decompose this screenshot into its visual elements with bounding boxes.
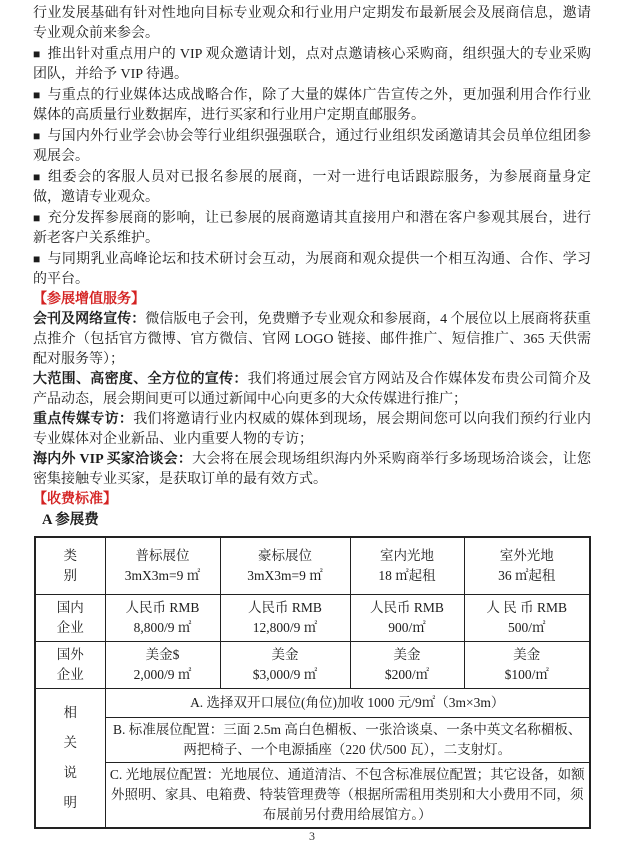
intro-paragraph [33,167,591,208]
header-cell-standard-booth: 普标展位 3mX3m=9 ㎡ [105,537,220,595]
service-lead: 海内外 VIP 买家洽谈会： [33,452,193,467]
service-paragraph [33,410,591,450]
price-cell: 美金$ 2,000/9 ㎡ [105,642,220,689]
fee-table-note-row [35,718,590,763]
fee-table-row-foreign [35,642,590,689]
service-lead: 会刊及网络宣传： [33,312,146,327]
row-label-remarks: 相关说明 [35,689,105,829]
paragraph-text: 组委会的客服人员对已报名参展的展商，一对一进行电话跟踪服务，为参展商量身定做，邀请专业观众。 [33,170,592,205]
paragraph-text: 充分发挥参展商的影响，让已参展的展商邀请其直接用户和潜在客户参观其展台，进行新老客户关系维护。 [33,211,592,246]
bullet-square-icon: ■ [33,170,41,184]
paragraph-text: 行业发展基础有针对性地向目标专业观众和行业用户定期发布最新展会及展商信息，邀请专业观众前来参会。 [33,6,591,41]
bullet-square-icon: ■ [33,88,41,102]
paragraph-text: 与同期乳业高峰论坛和技术研讨会互动，为展商和观众提供一个相互沟通、合作、学习的平台。 [33,252,592,287]
note-raw-space-config: C. 光地展位配置：光地展位、通道清洁、不包含标准展位配置；其它设备，如额外照明、家具、电箱费、特装管理费等（根据所需租用类别和大小费用不同，须布展前另付费用给展馆方。） [105,763,590,829]
fee-subheading: A 参展费 [42,512,99,528]
intro-paragraph [33,44,591,85]
paragraph-text: 我们将通过展会官方网站及合作媒体发布贵公司简介及产品动态，展会期间更可以通过新闻中心向更多的大众传媒进行推广； [33,372,592,407]
header-cell-deluxe-booth: 豪标展位 3mX3m=9 ㎡ [220,537,350,595]
paragraph-text: 推出针对重点用户的 VIP 观众邀请计划，点对点邀请核心采购商，组织强大的专业采购团队，并给予 VIP 待遇。 [33,47,591,82]
intro-paragraph [33,85,591,126]
bullet-square-icon: ■ [33,252,41,266]
fee-table [34,536,591,829]
paragraph-text: 大会将在展会现场组织海内外采购商举行多场现场洽谈会，让您密集接触专业买家，是获取订单的最有效方式。 [33,452,591,487]
bullet-square-icon: ■ [33,47,41,61]
paragraph-text: 微信版电子会刊，免费赠予专业观众和参展商，4 个展位以上展商将获重点推介（包括官方微博、官方微信、官网 LOGO 链接、邮件推广、短信推广、365 天供需配对服务等）； [33,312,592,367]
fee-table-note-row [35,763,590,829]
service-lead: 重点传媒专访： [33,412,134,427]
price-cell: 美金 $200/㎡ [350,642,464,689]
note-corner-booth: A. 选择双开口展位(角位)加收 1000 元/9㎡（3m×3m） [105,689,590,718]
fee-table-note-row [35,689,590,718]
paragraph-text: 我们将邀请行业内权威的媒体到现场，展会期间您可以向我们预约行业内专业媒体对企业新品、业内重要人物的专访； [33,412,592,447]
intro-paragraph [33,249,591,290]
price-cell: 人民币 RMB 12,800/9 ㎡ [220,595,350,642]
note-standard-booth-config: B. 标准展位配置：三面 2.5m 高白色楣板、一张洽谈桌、一条中英文名称楣板、两把椅子、一个电源插座（220 伏/500 瓦），二支射灯。 [105,718,590,763]
row-label-foreign: 国外企业 [35,642,105,689]
intro-paragraph [33,208,591,249]
price-cell: 人民币 RMB 900/㎡ [350,595,464,642]
paragraph-text: 与国内外行业学会\协会等行业组织强强联合，通过行业组织发函邀请其会员单位组团参观展会。 [33,129,591,164]
price-cell: 美金 $100/㎡ [464,642,590,689]
header-cell-indoor-space: 室内光地 18 ㎡起租 [350,537,464,595]
fee-table-header-row [35,537,590,595]
service-paragraph [33,370,591,410]
price-cell: 人 民 币 RMB 500/㎡ [464,595,590,642]
header-cell-category: 类别 [35,537,105,595]
intro-paragraph [33,4,591,44]
page-number: 3 [309,829,315,843]
fee-table-row-domestic [35,595,590,642]
header-cell-outdoor-space: 室外光地 36 ㎡起租 [464,537,590,595]
intro-paragraph [33,126,591,167]
section-heading-value-added-services: 【参展增值服务】 [33,292,145,307]
service-paragraph [33,310,591,370]
bullet-square-icon: ■ [33,129,41,143]
price-cell: 美金 $3,000/9 ㎡ [220,642,350,689]
paragraph-text: 与重点的行业媒体达成战略合作，除了大量的媒体广告宣传之外，更加强利用合作行业媒体的高质量行业数据库，进行买家和行业用户定期直邮服务。 [33,88,592,123]
bullet-square-icon: ■ [33,211,41,225]
service-lead: 大范围、高密度、全方位的宣传： [33,372,248,387]
service-paragraph [33,450,591,490]
price-cell: 人民币 RMB 8,800/9 ㎡ [105,595,220,642]
row-label-domestic: 国内企业 [35,595,105,642]
section-heading-fee-standard: 【收费标准】 [33,492,117,507]
